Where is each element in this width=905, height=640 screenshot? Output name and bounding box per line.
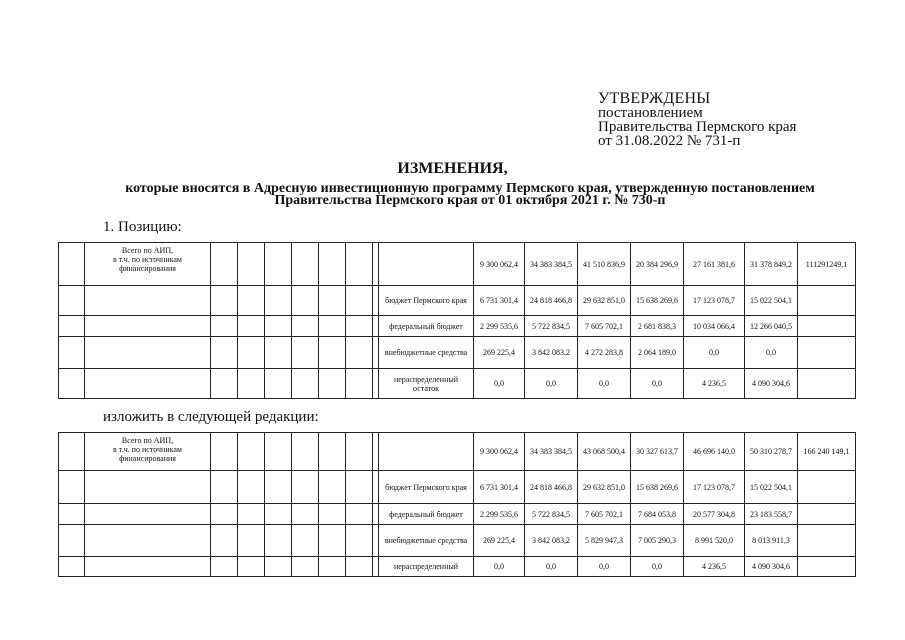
empty-cell [238, 557, 265, 577]
funding-source [379, 243, 474, 286]
empty-cell [211, 316, 238, 337]
empty-cell [85, 316, 211, 337]
empty-cell [319, 337, 346, 369]
funding-source: бюджет Пермского края [379, 286, 474, 316]
amount-cell: 8 013 911,3 [745, 525, 798, 557]
amount-cell [798, 557, 856, 577]
empty-cell [59, 504, 85, 525]
amount-cell: 4 090 304,6 [745, 369, 798, 399]
funding-source: бюджет Пермского края [379, 471, 474, 504]
amount-cell [798, 471, 856, 504]
table-row [59, 471, 856, 504]
amount-cell: 29 632 851,0 [578, 471, 631, 504]
amount-cell: 46 696 140,0 [684, 433, 745, 471]
amount-cell: 2 681 838,3 [631, 316, 684, 337]
amount-cell: 15 022 504,1 [745, 471, 798, 504]
amount-cell: 15 638 269,6 [631, 286, 684, 316]
empty-cell [292, 557, 319, 577]
empty-cell [211, 504, 238, 525]
empty-cell [238, 471, 265, 504]
amount-cell: 269 225,4 [474, 525, 525, 557]
empty-cell [346, 433, 373, 471]
total-label-line: финансирования [119, 454, 176, 463]
amount-cell: 24 818 466,8 [525, 286, 578, 316]
amount-cell [798, 504, 856, 525]
amount-cell: 0,0 [578, 557, 631, 577]
amount-cell: 7 605 702,1 [578, 316, 631, 337]
amount-cell [798, 286, 856, 316]
empty-cell [238, 286, 265, 316]
table-row [59, 433, 856, 471]
empty-cell [346, 525, 373, 557]
amount-cell: 34 383 384,5 [525, 433, 578, 471]
empty-cell [59, 557, 85, 577]
section-2-label: изложить в следующей редакции: [103, 409, 319, 425]
empty-cell [346, 243, 373, 286]
amount-cell: 20 577 304,8 [684, 504, 745, 525]
total-label [85, 243, 211, 286]
amount-cell: 269 225,4 [474, 337, 525, 369]
approval-line-3: Правительства Пермского края [598, 119, 797, 135]
amount-cell: 12 266 040,5 [745, 316, 798, 337]
amount-cell: 9 300 062,4 [474, 243, 525, 286]
amount-cell: 0,0 [525, 369, 578, 399]
empty-cell [211, 337, 238, 369]
table-revised [58, 432, 856, 577]
empty-cell [59, 337, 85, 369]
total-label-line: Всего по АИП, [121, 246, 174, 255]
empty-cell [265, 471, 292, 504]
empty-cell [319, 369, 346, 399]
empty-cell [85, 369, 211, 399]
empty-cell [85, 286, 211, 316]
approval-line-4: от 31.08.2022 № 731-п [598, 133, 741, 149]
subtitle-line-1: которые вносятся в Адресную инвестиционную программу Пермского края, утвержденную постановлением [125, 181, 815, 196]
empty-cell [59, 369, 85, 399]
amount-cell: 27 161 381,6 [684, 243, 745, 286]
empty-cell [238, 316, 265, 337]
amount-cell: 17 123 078,7 [684, 471, 745, 504]
empty-cell [59, 525, 85, 557]
amount-cell: 29 632 851,0 [578, 286, 631, 316]
amount-cell: 31 378 849,2 [745, 243, 798, 286]
approval-line-1: УТВЕРЖДЕНЫ [598, 90, 711, 107]
empty-cell [85, 337, 211, 369]
empty-cell [292, 316, 319, 337]
empty-cell [265, 286, 292, 316]
empty-cell [238, 525, 265, 557]
empty-cell [346, 286, 373, 316]
empty-cell [292, 525, 319, 557]
amount-cell: 34 383 384,5 [525, 243, 578, 286]
amount-cell: 2 299 535,6 [474, 316, 525, 337]
empty-cell [292, 433, 319, 471]
amount-cell: 0,0 [745, 337, 798, 369]
amount-cell: 5 722 834,5 [525, 316, 578, 337]
empty-cell [211, 433, 238, 471]
empty-cell [292, 286, 319, 316]
empty-cell [59, 471, 85, 504]
table-row [59, 557, 856, 577]
total-label [85, 433, 211, 471]
empty-cell [265, 525, 292, 557]
empty-cell [346, 316, 373, 337]
amount-cell: 4 236,5 [684, 557, 745, 577]
empty-cell [292, 243, 319, 286]
empty-cell [85, 471, 211, 504]
funding-source: внебюджетные средства [379, 525, 474, 557]
document-title: ИЗМЕНЕНИЯ, [397, 160, 508, 177]
amount-cell: 5 829 947,3 [578, 525, 631, 557]
approval-line-2: постановлением [598, 105, 703, 121]
amount-cell: 20 384 296,9 [631, 243, 684, 286]
total-label-line: в т.ч. по источникам [113, 255, 182, 264]
funding-source [379, 433, 474, 471]
empty-cell [85, 557, 211, 577]
amount-cell: 15 638 269,6 [631, 471, 684, 504]
amount-cell: 2 064 189,0 [631, 337, 684, 369]
empty-cell [319, 525, 346, 557]
amount-cell: 2 299 535,6 [474, 504, 525, 525]
empty-cell [238, 504, 265, 525]
amount-cell: 6 731 301,4 [474, 286, 525, 316]
amount-cell: 6 731 301,4 [474, 471, 525, 504]
amount-cell: 8 991 520,0 [684, 525, 745, 557]
empty-cell [346, 369, 373, 399]
empty-cell [265, 557, 292, 577]
amount-cell: 111291249,1 [798, 243, 856, 286]
empty-cell [265, 337, 292, 369]
table-original [58, 242, 856, 399]
amount-cell: 3 842 083,2 [525, 337, 578, 369]
table-row [59, 525, 856, 557]
amount-cell: 41 510 836,9 [578, 243, 631, 286]
amount-cell: 7 684 053,8 [631, 504, 684, 525]
amount-cell: 0,0 [578, 369, 631, 399]
empty-cell [211, 557, 238, 577]
empty-cell [319, 433, 346, 471]
empty-cell [319, 557, 346, 577]
total-label-line: финансирования [119, 264, 176, 273]
empty-cell [265, 369, 292, 399]
amount-cell: 5 722 834,5 [525, 504, 578, 525]
empty-cell [211, 525, 238, 557]
document-subtitle [60, 183, 880, 207]
amount-cell: 50 310 278,7 [745, 433, 798, 471]
empty-cell [292, 471, 319, 504]
amount-cell: 0,0 [474, 369, 525, 399]
amount-cell: 0,0 [631, 557, 684, 577]
empty-cell [292, 369, 319, 399]
empty-cell [59, 243, 85, 286]
empty-cell [85, 504, 211, 525]
empty-cell [211, 286, 238, 316]
empty-cell [211, 243, 238, 286]
funding-source: нераспределенный [379, 557, 474, 577]
amount-cell [798, 369, 856, 399]
table-row [59, 243, 856, 286]
empty-cell [319, 243, 346, 286]
amount-cell: 10 034 066,4 [684, 316, 745, 337]
table-row [59, 316, 856, 337]
empty-cell [346, 471, 373, 504]
empty-cell [265, 504, 292, 525]
table-row [59, 337, 856, 369]
funding-source: нераспределенный остаток [379, 369, 474, 399]
empty-cell [265, 243, 292, 286]
amount-cell: 4 272 283,8 [578, 337, 631, 369]
empty-cell [238, 243, 265, 286]
amount-cell: 7 005 290,3 [631, 525, 684, 557]
empty-cell [292, 504, 319, 525]
amount-cell: 166 240 149,1 [798, 433, 856, 471]
empty-cell [265, 433, 292, 471]
empty-cell [319, 316, 346, 337]
empty-cell [346, 504, 373, 525]
empty-cell [319, 286, 346, 316]
total-label-line: в т.ч. по источникам [113, 445, 182, 454]
amount-cell: 30 327 613,7 [631, 433, 684, 471]
amount-cell: 4 090 304,6 [745, 557, 798, 577]
empty-cell [59, 286, 85, 316]
amount-cell: 4 236,5 [684, 369, 745, 399]
empty-cell [319, 471, 346, 504]
funding-source: федеральный бюджет [379, 504, 474, 525]
amount-cell: 7 605 702,1 [578, 504, 631, 525]
amount-cell [798, 316, 856, 337]
table-row [59, 369, 856, 399]
amount-cell: 23 183 558,7 [745, 504, 798, 525]
empty-cell [238, 433, 265, 471]
empty-cell [319, 504, 346, 525]
empty-cell [292, 337, 319, 369]
empty-cell [238, 369, 265, 399]
amount-cell: 0,0 [474, 557, 525, 577]
total-label-line: Всего по АИП, [121, 436, 174, 445]
empty-cell [85, 525, 211, 557]
amount-cell: 3 842 083,2 [525, 525, 578, 557]
section-1-label: 1. Позицию: [103, 219, 182, 235]
table-row [59, 504, 856, 525]
amount-cell: 15 022 504,1 [745, 286, 798, 316]
table-row [59, 286, 856, 316]
empty-cell [238, 337, 265, 369]
funding-source: внебюджетные средства [379, 337, 474, 369]
amount-cell: 24 818 466,8 [525, 471, 578, 504]
amount-cell [798, 337, 856, 369]
empty-cell [346, 557, 373, 577]
amount-cell [798, 525, 856, 557]
amount-cell: 0,0 [684, 337, 745, 369]
empty-cell [59, 433, 85, 471]
amount-cell: 9 300 062,4 [474, 433, 525, 471]
empty-cell [346, 337, 373, 369]
funding-source: федеральный бюджет [379, 316, 474, 337]
empty-cell [211, 471, 238, 504]
empty-cell [211, 369, 238, 399]
empty-cell [265, 316, 292, 337]
amount-cell: 43 068 500,4 [578, 433, 631, 471]
approval-stamp [598, 92, 796, 148]
amount-cell: 0,0 [525, 557, 578, 577]
subtitle-line-2: Правительства Пермского края от 01 октября 2021 г. № 730-п [274, 193, 666, 208]
amount-cell: 17 123 078,7 [684, 286, 745, 316]
empty-cell [59, 316, 85, 337]
amount-cell: 0,0 [631, 369, 684, 399]
